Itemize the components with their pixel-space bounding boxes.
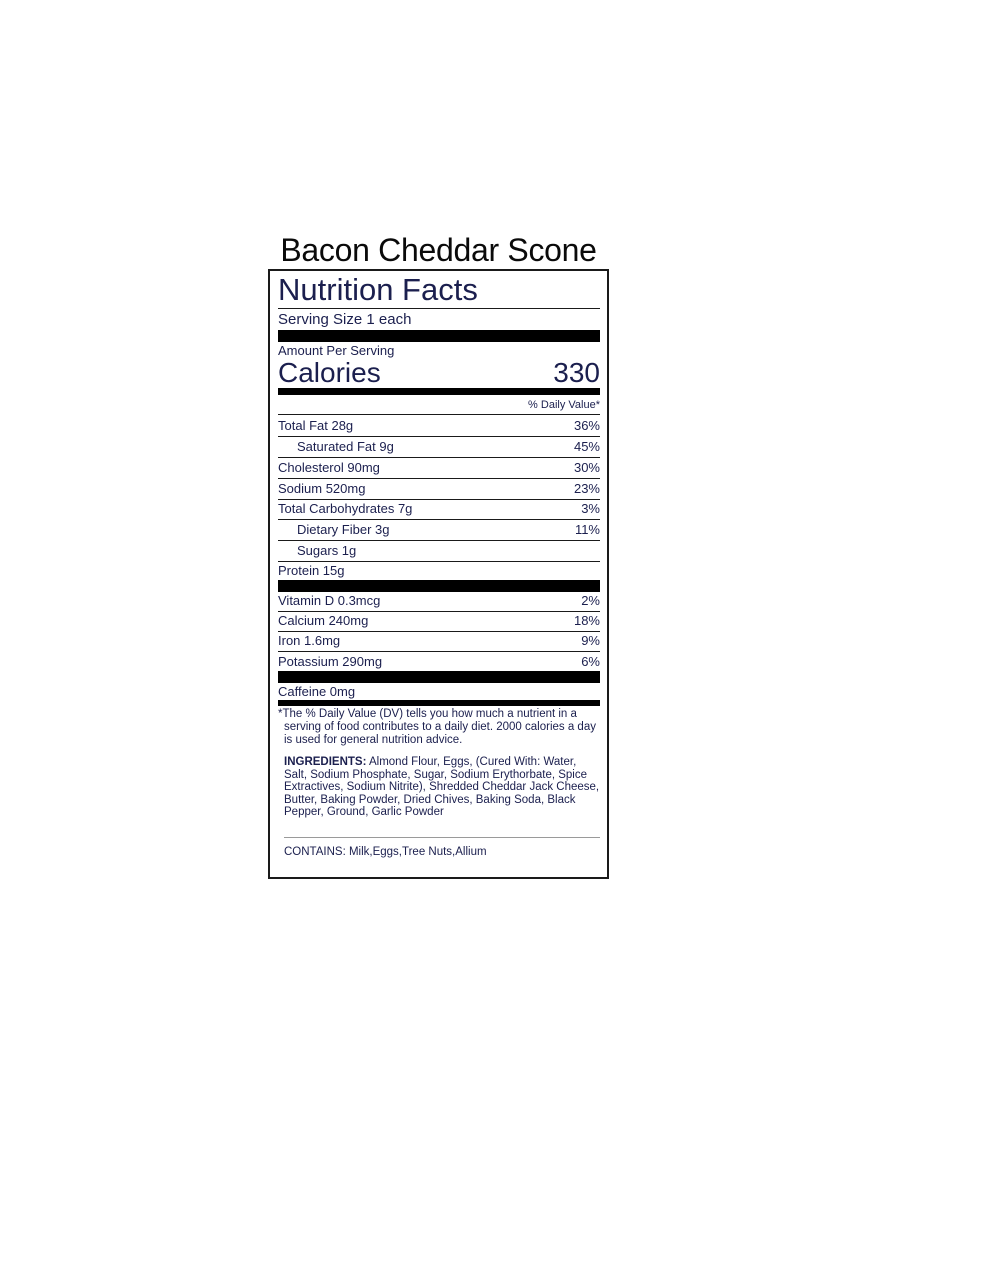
calories-label: Calories: [278, 357, 381, 388]
nutrient-row: [278, 437, 600, 457]
nutrition-label: [268, 269, 609, 879]
amount-per-serving: Amount Per Serving: [278, 343, 395, 358]
nutrient-row: [278, 499, 600, 519]
calories-value: 330: [553, 357, 600, 388]
nutrient-name: Total Carbohydrates 7g: [278, 501, 413, 516]
product-title: Bacon Cheddar Scone: [280, 232, 597, 268]
caffeine-text: Caffeine 0mg: [278, 684, 356, 699]
nutrient-name: Dietary Fiber 3g: [297, 522, 390, 537]
thick-bar: [278, 330, 600, 342]
nutrient-dv: 3%: [581, 501, 600, 516]
divider: [284, 837, 600, 838]
medium-bar: [278, 700, 600, 706]
nutrient-dv: 45%: [573, 439, 600, 454]
vitamin-name: Calcium 240mg: [278, 613, 369, 628]
daily-value-footnote: *The % Daily Value (DV) tells you how much a nutrient in a serving of food contributes to a daily diet. 2000 calories a day is used for general nutrition advice.: [278, 708, 596, 746]
nutrient-dv: 11%: [574, 522, 600, 537]
nutrient-name: Sodium 520mg: [278, 481, 366, 496]
nutrient-name: Total Fat 28g: [278, 418, 354, 433]
nutrient-row: [278, 561, 600, 581]
nutrient-dv: 23%: [573, 481, 600, 496]
nutrient-row: [278, 416, 600, 436]
nutrient-dv: 30%: [573, 460, 600, 475]
nutrient-row: [278, 458, 600, 478]
nutrient-row: [278, 520, 600, 540]
vitamin-name: Vitamin D 0.3mcg: [278, 593, 381, 608]
nutrient-name: Sugars 1g: [297, 543, 357, 558]
allergen-contains: CONTAINS: Milk,Eggs,Tree Nuts,Allium: [284, 846, 487, 858]
vitamin-name: Potassium 290mg: [278, 654, 383, 669]
vitamin-row: [278, 591, 600, 611]
vitamin-dv: 9%: [581, 633, 600, 648]
nutrition-facts-title: Nutrition Facts: [278, 272, 478, 307]
ingredients-text: Almond Flour, Eggs, (Cured With: Water, Salt, Sodium Phosphate, Sugar, Sodium Erythorbate, Spice Extractives, Sodium Nitrite), Shredded Cheddar Jack Cheese, Butter, Baking Powder, Dried Chives, Baking Soda, Black Pepper, Ground, Garlic Powder: [284, 756, 600, 818]
vitamin-dv: 2%: [581, 593, 600, 608]
ingredients-label: INGREDIENTS:: [284, 756, 367, 768]
vitamin-row: [278, 611, 600, 631]
nutrient-name: Protein 15g: [278, 563, 345, 578]
vitamin-name: Iron 1.6mg: [278, 633, 341, 648]
nutrient-dv: 36%: [573, 418, 600, 433]
vitamin-dv: 6%: [581, 654, 600, 669]
ingredients-block: [284, 756, 602, 819]
nutrient-row: [278, 541, 600, 561]
medium-bar: [278, 388, 600, 395]
divider: [278, 414, 600, 415]
caffeine-row: [278, 682, 600, 702]
divider: [278, 308, 600, 309]
nutrient-name: Cholesterol 90mg: [278, 460, 380, 475]
vitamin-row: [278, 631, 600, 651]
serving-size: Serving Size 1 each: [278, 311, 412, 328]
vitamin-row: [278, 652, 600, 672]
daily-value-header: % Daily Value*: [528, 399, 600, 411]
nutrient-name: Saturated Fat 9g: [297, 439, 394, 454]
nutrient-row: [278, 479, 600, 499]
vitamin-dv: 18%: [573, 613, 600, 628]
